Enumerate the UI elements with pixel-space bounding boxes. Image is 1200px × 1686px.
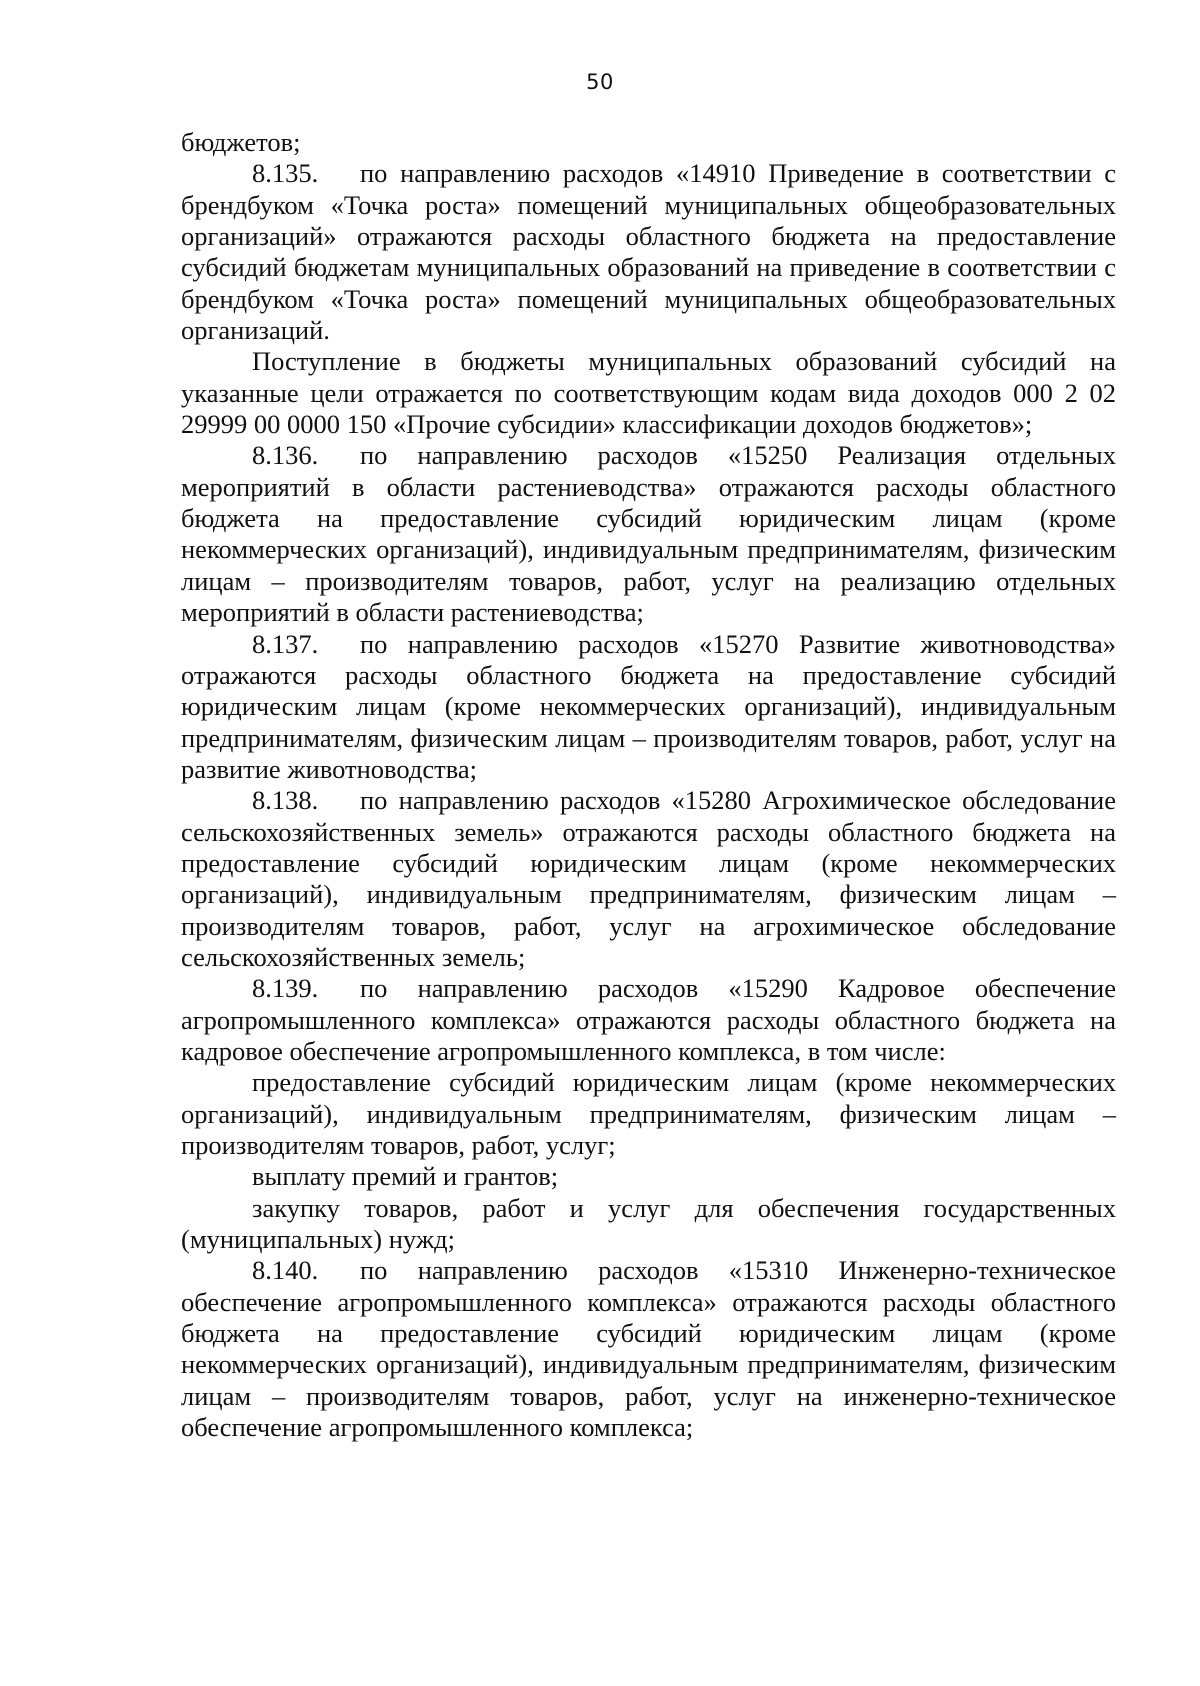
paragraph-text: бюджетов; <box>181 127 301 157</box>
item-number: 8.139. <box>252 973 319 1004</box>
item-number: 8.137. <box>252 628 319 659</box>
paragraph-item-8-137 <box>181 629 1116 786</box>
paragraph-text: Поступление в бюджеты муниципальных образований субсидий на указанные цели отражается по соответствующим кодам вида доходов 000 2 02 29999 00 0000 150 «Прочие субсидии» классификации доходов бюджетов»; <box>181 346 1116 440</box>
item-number: 8.135. <box>252 158 319 189</box>
paragraph-item-8-135-income <box>181 346 1116 440</box>
paragraph-text: по направлению расходов «15290 Кадровое обеспечение агропромышленного комплекса» отражаются расходы областного бюджета на кадровое обеспечение агропромышленного комплекса, в том числе: <box>181 973 1116 1066</box>
paragraph-item-8-135 <box>181 158 1116 346</box>
paragraph-text: по направлению расходов «15280 Агрохимическое обследование сельскохозяйственных земель» отражаются расходы областного бюджета на предоставление субсидий юридическим лицам (кроме некоммерческих организаций), индивидуальным предпринимателям, физическим лицам – производителям товаров, работ, услуг на агрохимическое обследование сельскохозяйственных земель; <box>181 785 1116 972</box>
paragraph-text: выплату премий и грантов; <box>252 1161 559 1192</box>
paragraph-item-8-139-sub-1 <box>181 1067 1116 1161</box>
paragraph-item-8-139-sub-3 <box>181 1193 1116 1256</box>
paragraph-text: по направлению расходов «15270 Развитие животноводства» отражаются расходы областного бюджета на предоставление субсидий юридическим лицам (кроме некоммерческих организаций), индивидуальным предпринимателям, физическим лицам – производителям товаров, работ, услуг на развитие животноводства; <box>181 628 1116 784</box>
paragraph-text: по направлению расходов «15250 Реализация отдельных мероприятий в области растениеводства» отражаются расходы областного бюджета на предоставление субсидий юридическим лицам (кроме некоммерческих организаций), индивидуальным предпринимателям, физическим лицам – производителям товаров, работ, услуг на реализацию отдельных мероприятий в области растениеводства; <box>181 440 1116 628</box>
paragraph-item-8-140 <box>181 1255 1116 1443</box>
document-body <box>181 127 1116 1443</box>
paragraph-text: закупку товаров, работ и услуг для обеспечения государственных (муниципальных) нужд; <box>181 1192 1116 1255</box>
page-number: 50 <box>586 70 614 94</box>
paragraph-item-8-139-sub-2 <box>181 1161 1116 1192</box>
paragraph-item-8-138 <box>181 785 1116 973</box>
item-number: 8.138. <box>252 785 319 816</box>
paragraph-item-8-139 <box>181 973 1116 1067</box>
item-number: 8.136. <box>252 440 319 471</box>
item-number: 8.140. <box>252 1255 319 1286</box>
paragraph-text: предоставление субсидий юридическим лицам (кроме некоммерческих организаций), индивидуальным предпринимателям, физическим лицам – производителям товаров, работ, услуг; <box>181 1067 1116 1160</box>
paragraph-text: по направлению расходов «15310 Инженерно-техническое обеспечение агропромышленного комплекса» отражаются расходы областного бюджета на предоставление субсидий юридическим лицам (кроме некоммерческих организаций), индивидуальным предпринимателям, физическим лицам – производителям товаров, работ, услуг на инженерно-техническое обеспечение агропромышленного комплекса; <box>181 1255 1116 1443</box>
paragraph-text: по направлению расходов «14910 Приведение в соответствии с брендбуком «Точка роста» помещений муниципальных общеобразовательных организаций» отражаются расходы областного бюджета на предоставление субсидий бюджетам муниципальных образований на приведение в соответствии с брендбуком «Точка роста» помещений муниципальных общеобразовательных организаций. <box>181 158 1116 346</box>
paragraph-item-8-136 <box>181 440 1116 628</box>
paragraph-continuation-end <box>181 127 1116 158</box>
